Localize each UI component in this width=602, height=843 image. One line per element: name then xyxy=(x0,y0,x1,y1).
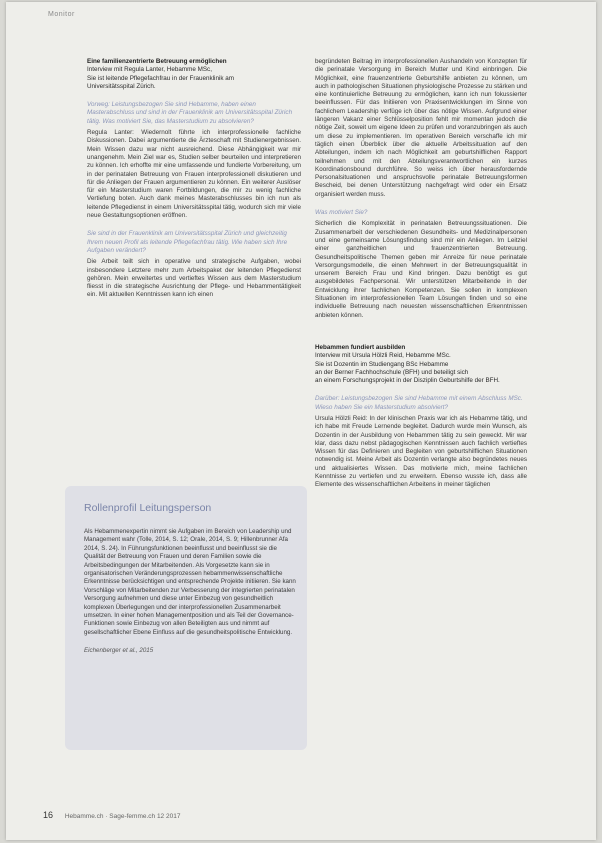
question: Vorweg: Leistungsbezogen Sie sind Hebamme, haben einen Masterabschluss und sind in der Frauenklinik am Universitätsspital Zürich tätig. Was motiviert Sie, das Masterstudium zu absolvieren? xyxy=(87,101,293,125)
interview-title: Eine familienzentrierte Betreuung ermöglichen xyxy=(87,58,227,65)
right-column xyxy=(315,58,527,500)
page-number: 16 xyxy=(43,810,54,820)
answer-continued: begründeten Beitrag im interprofessionellen Aushandeln von Konzepten für die perinatale Versorgung im Bereich Mutter und Kind einbringen. Die Möglichkeit, eine frauenzentrierte Geburtshilfe anbieten zu können, um auch in pathologischen Situationen physiologische Prozesse zu stärken und eine kontinuierliche Betreuung zu ermöglichen, kann ich nun fokussierter beeinflussen. Für das Initiieren von Praxisentwicklungen im Sinne von fachlichem Leadership verfüge ich über das nötige Wissen. Aufgrund einer längeren Vakanz einer Schlüsselposition fehlt mir momentan jedoch die nötige Zeit, soweit um eigene Ideen zu prüfen und voranzubringen als auch um diese zu implementieren. Im operativen Bereich verschaffe ich mir täglich einen Überblick über die aktuelle Arbeitssituation auf den Abteilungen, indem ich nach Möglichkeit am geburtshilflichen Rapport teilnehmen und mit den Abteilungsverantwortlichen ein kurzes Koordinationsbound durchführe. So weiss ich über herausfordernde Personalsituationen und anspruchsvolle perinatale Betreuungsformen Bescheid, bei denen Unterstützung nachgefragt wird oder ein Ersatz organisiert werden muss. xyxy=(315,58,527,198)
info-box-title: Rollenprofil Leitungsperson xyxy=(84,502,212,514)
answer: Sicherlich die Komplexität in perinatalen Betreuungssituationen. Die Zusammenarbeit der verschiedenen Gesundheits- und Medizinalpersonen und eine gemeinsame Lösungsfindung sind mir ein Anliegen. Im Leitziel einer ganzheitlichen und frauenzentrierten Betreuung. Gesundheitspolitische Themen geben mir Anreize für neue perinatale Versorgungsmodelle, die einen Mehrwert in der Betreuungsqualität in unserem Bereich Frau und Kind bringen. Dazu benötigt es gut ausgebildetes Fachpersonal. Wir unterstützen Mitarbeitende in der Entwicklung ihrer fachlichen Kompetenzen. Sie sollen in komplexen Situationen im interprofessionellen Team Lösungen finden und so eine individuelle Betreuung nach neuesten wissenschaftlichen Erkenntnissen anbieten können. xyxy=(315,220,527,319)
publication-name: Hebamme.ch · Sage-femme.ch 12 2017 xyxy=(64,813,181,820)
interview-line: an der Berner Fachhochschule (BFH) und beteiligt sich xyxy=(315,368,469,376)
info-box-source: Eichenberger et al., 2015 xyxy=(84,647,154,655)
interview-line: Universitätsspital Zürich. xyxy=(87,82,156,90)
magazine-page xyxy=(6,2,596,840)
interview-line: an einem Forschungsprojekt in der Disziplin Geburtshilfe der BFH. xyxy=(315,377,500,385)
section-label: Monitor xyxy=(48,11,75,18)
answer: Ursula Hölzli Reid: In der klinischen Praxis war ich als Hebamme tätig, und ich habe mit Freude Lernende begleitet. Dadurch wurde mein Wunsch, als Dozentin in der Ausbildung von Hebammen tätig zu sein geweckt. Mir war klar, dass dazu nebst pädagogischen Kenntnissen auch fachlich vertieftes Wissen für das Definieren und Begleiten von geburtshilflichen Situationen notwendig ist. Meine Arbeit als Dozentin verlangte also begründetes neues und aktualisiertes Wissen. Das motivierte mich, meine fachlichen Kenntnisse zu vertiefen und zu erweitern. Ebenso wusste ich, dass alle Elemente des wissenschaftlichen Arbeitens in meiner täglichen xyxy=(315,414,527,489)
interview-header xyxy=(315,344,527,385)
interview-header xyxy=(87,58,301,91)
question: Was motiviert Sie? xyxy=(315,209,368,217)
interview-line: Interview mit Ursula Hölzli Reid, Hebamme MSc. xyxy=(315,352,451,360)
info-box xyxy=(65,486,307,750)
answer: Die Arbeit teilt sich in operative und strategische Aufgaben, wobei insbesondere Letztere mehr zum Arbeitspaket der leitenden Pflegedienst gehören. Mein erweitertes und vertieftes Wissen aus dem Masterstudium fliesst in die strategische Ausrichtung der Pflege- und Hebammentätigkeit ein. Mit aktuellen Kenntnissen kann ich einen xyxy=(87,258,301,299)
info-box-body: Als Hebammenexpertin nimmt sie Aufgaben im Bereich von Leadership und Management wahr (Tolle, 2014, S. 12; Orale, 2014, S. 9; Hillenbrunner Afa 2014, S. 24). In Führungsfunktionen beeinflusst und beeinflusst sie die Qualität der Betreuung von Frauen und deren Familien sowie die Arbeitsbedingungen der Mitarbeitenden. Als Vorgesetzte kann sie in organisatorischen Veränderungsprozessen hebammenwissenschaftliche Erkenntnisse berücksichtigen und entsprechende Projekte initiieren. Sie kann Vorschläge von Mitarbeitenden zur Verbesserung der integrierten perinatalen Versorgung aufnehmen und diese unter Einbezug von gesundheitlich komplexen Überlegungen und der interprofessionellen Zusammenarbeit umsetzen. In einer hohen Managementposition und als Teil der Governance-Funktionen sowie Einbezug von allen Beteiligten aus und nimmt auf gesellschaftlicher Ebene Einfluss auf die gesundheitspolitische Entwicklung. xyxy=(84,528,296,636)
question: Sie sind in der Frauenklinik am Universitätsspital Zürich und gleichzeitig Ihrem neuen Profil als leitende Pflegefachfrau tätig. Wie haben sich Ihre Aufgaben verändert? xyxy=(87,230,288,254)
question: Darüber: Leistungsbezogen Sie sind Hebamme mit einem Abschluss MSc. Wieso haben Sie ein Masterstudium absolviert? xyxy=(315,395,523,411)
interview-line: Sie ist Dozentin im Studiengang BSc Hebamme xyxy=(315,360,449,368)
interview-line: Interview mit Regula Lanter, Hebamme MSc, xyxy=(87,66,212,74)
answer: Regula Lanter: Wiedernolt führte ich interprofessionelle fachliche Diskussionen. Dabei argumentierte die Ärzteschaft mit Studienergebnissen. Mein Wissen dazu war nicht ausreichend. Diese Abhängigkeit war mir unangenehm. Mein Ziel war es, Studien selber beurteilen und interpretieren zu können. Ich erhoffte mir eine umfassende und fundierte Vorbereitung, um in der perinatalen Betreuung von Frauen interprofessionell diskutieren und für die Anliegen der Frauen argumentieren zu können. Ein weiterer Auslöser für ein Masterstudium waren Fortbildungen, die mir zu wenig fachliche Vertiefung boten. Auch dank meines Masterabschlusses bin ich nun als leitende Pflegedienst in einem Universitätsspital tätig, wodurch sich mir viele neue Gestaltungsoptionen eröffnen. xyxy=(87,129,301,220)
page-footer xyxy=(43,810,180,820)
left-column xyxy=(87,58,301,310)
interview-title: Hebammen fundiert ausbilden xyxy=(315,343,406,351)
interview-line: Sie ist leitende Pflegefachfrau in der Frauenklinik am xyxy=(87,74,235,82)
